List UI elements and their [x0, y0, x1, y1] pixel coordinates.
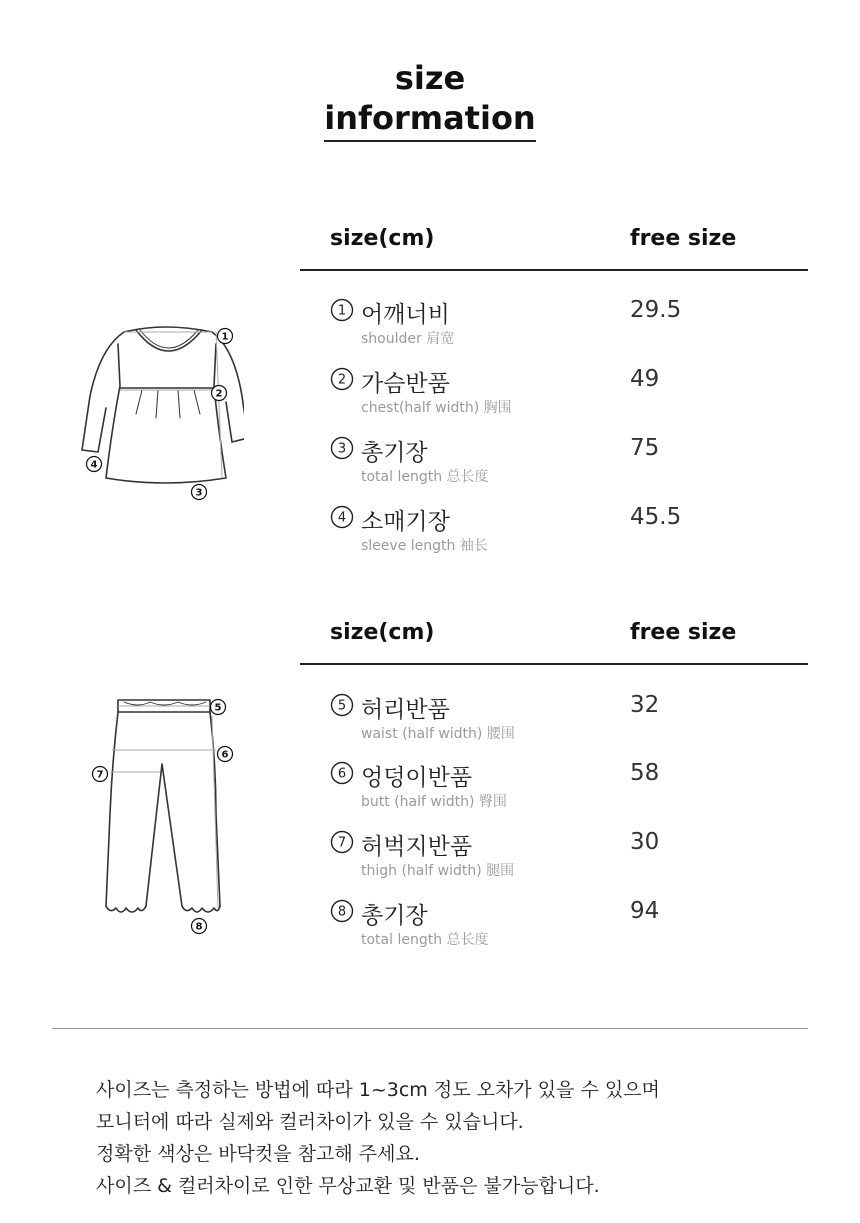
top-garment-illustration — [76, 318, 244, 504]
measure-value: 94 — [630, 898, 660, 924]
header-divider — [300, 663, 808, 665]
measure-subtitle: chest(half width) 胸围 — [361, 400, 512, 416]
circled-number-icon — [330, 899, 356, 925]
circled-number-icon — [330, 830, 356, 856]
measure-name: 가슴반품 — [361, 371, 450, 397]
measure-value: 75 — [630, 435, 660, 461]
circled-number-text: 8 — [337, 904, 347, 920]
marker-7-text: 7 — [96, 769, 104, 781]
size-notes — [96, 1074, 660, 1202]
circled-number-text: 2 — [337, 372, 347, 388]
circled-number-icon — [330, 505, 356, 531]
marker-1-text: 1 — [221, 331, 229, 343]
circled-number-text: 3 — [337, 441, 347, 457]
title-size: size — [394, 59, 466, 97]
measure-name: 허벅지반품 — [361, 834, 473, 860]
measure-subtitle: thigh (half width) 腿围 — [361, 863, 515, 879]
measure-name: 어깨너비 — [361, 302, 450, 328]
footer-divider — [52, 1028, 808, 1029]
marker-6-text: 6 — [221, 749, 229, 761]
measure-value: 30 — [630, 829, 660, 855]
marker-3-text: 3 — [195, 487, 203, 499]
note-line: 모니터에 따라 실제와 컬러차이가 있을 수 있습니다. — [96, 1111, 524, 1133]
circled-number-icon — [330, 436, 356, 462]
note-line: 사이즈는 측정하는 방법에 따라 1~3cm 정도 오차가 있을 수 있으며 — [96, 1079, 660, 1101]
measure-value: 32 — [630, 692, 660, 718]
table-header-label: size(cm) — [330, 620, 435, 645]
circled-number-icon — [330, 761, 356, 787]
measure-name: 허리반품 — [361, 697, 450, 723]
pants-illustration — [88, 694, 238, 938]
measure-subtitle: shoulder 肩宽 — [361, 331, 455, 347]
note-line: 사이즈 & 컬러차이로 인한 무상교환 및 반품은 불가능합니다. — [96, 1175, 600, 1197]
measure-subtitle: waist (half width) 腰围 — [361, 726, 515, 742]
table-header-column: free size — [630, 620, 737, 645]
circled-number-text: 6 — [337, 766, 347, 782]
circled-number-icon — [330, 693, 356, 719]
header-divider — [300, 269, 808, 271]
measure-name: 엉덩이반품 — [361, 765, 473, 791]
measure-value: 45.5 — [630, 504, 682, 530]
circled-number-icon — [330, 298, 356, 324]
measure-subtitle: total length 总长度 — [361, 469, 489, 485]
marker-4-text: 4 — [90, 459, 98, 471]
measure-value: 29.5 — [630, 297, 682, 323]
measure-name: 소매기장 — [361, 509, 450, 535]
measure-value: 58 — [630, 760, 660, 786]
table-row — [0, 505, 860, 571]
circled-number-icon — [330, 367, 356, 393]
page-title-line2 — [0, 98, 860, 142]
page-title-line1 — [0, 58, 860, 100]
measure-subtitle: total length 总长度 — [361, 932, 489, 948]
marker-8-text: 8 — [195, 921, 203, 933]
measure-subtitle: sleeve length 袖长 — [361, 538, 488, 554]
measure-name: 총기장 — [361, 440, 428, 466]
marker-5-text: 5 — [214, 702, 222, 714]
measure-name: 총기장 — [361, 903, 428, 929]
table-header-column: free size — [630, 226, 737, 251]
note-line: 정확한 색상은 바닥컷을 참고해 주세요. — [96, 1143, 420, 1165]
circled-number-text: 5 — [337, 698, 347, 714]
circled-number-text: 4 — [337, 510, 347, 526]
circled-number-text: 1 — [337, 303, 347, 319]
title-information: information — [324, 98, 535, 142]
marker-2-text: 2 — [215, 388, 223, 400]
measure-subtitle: butt (half width) 臀围 — [361, 794, 507, 810]
measure-value: 49 — [630, 366, 660, 392]
circled-number-text: 7 — [337, 835, 347, 851]
table-header-label: size(cm) — [330, 226, 435, 251]
